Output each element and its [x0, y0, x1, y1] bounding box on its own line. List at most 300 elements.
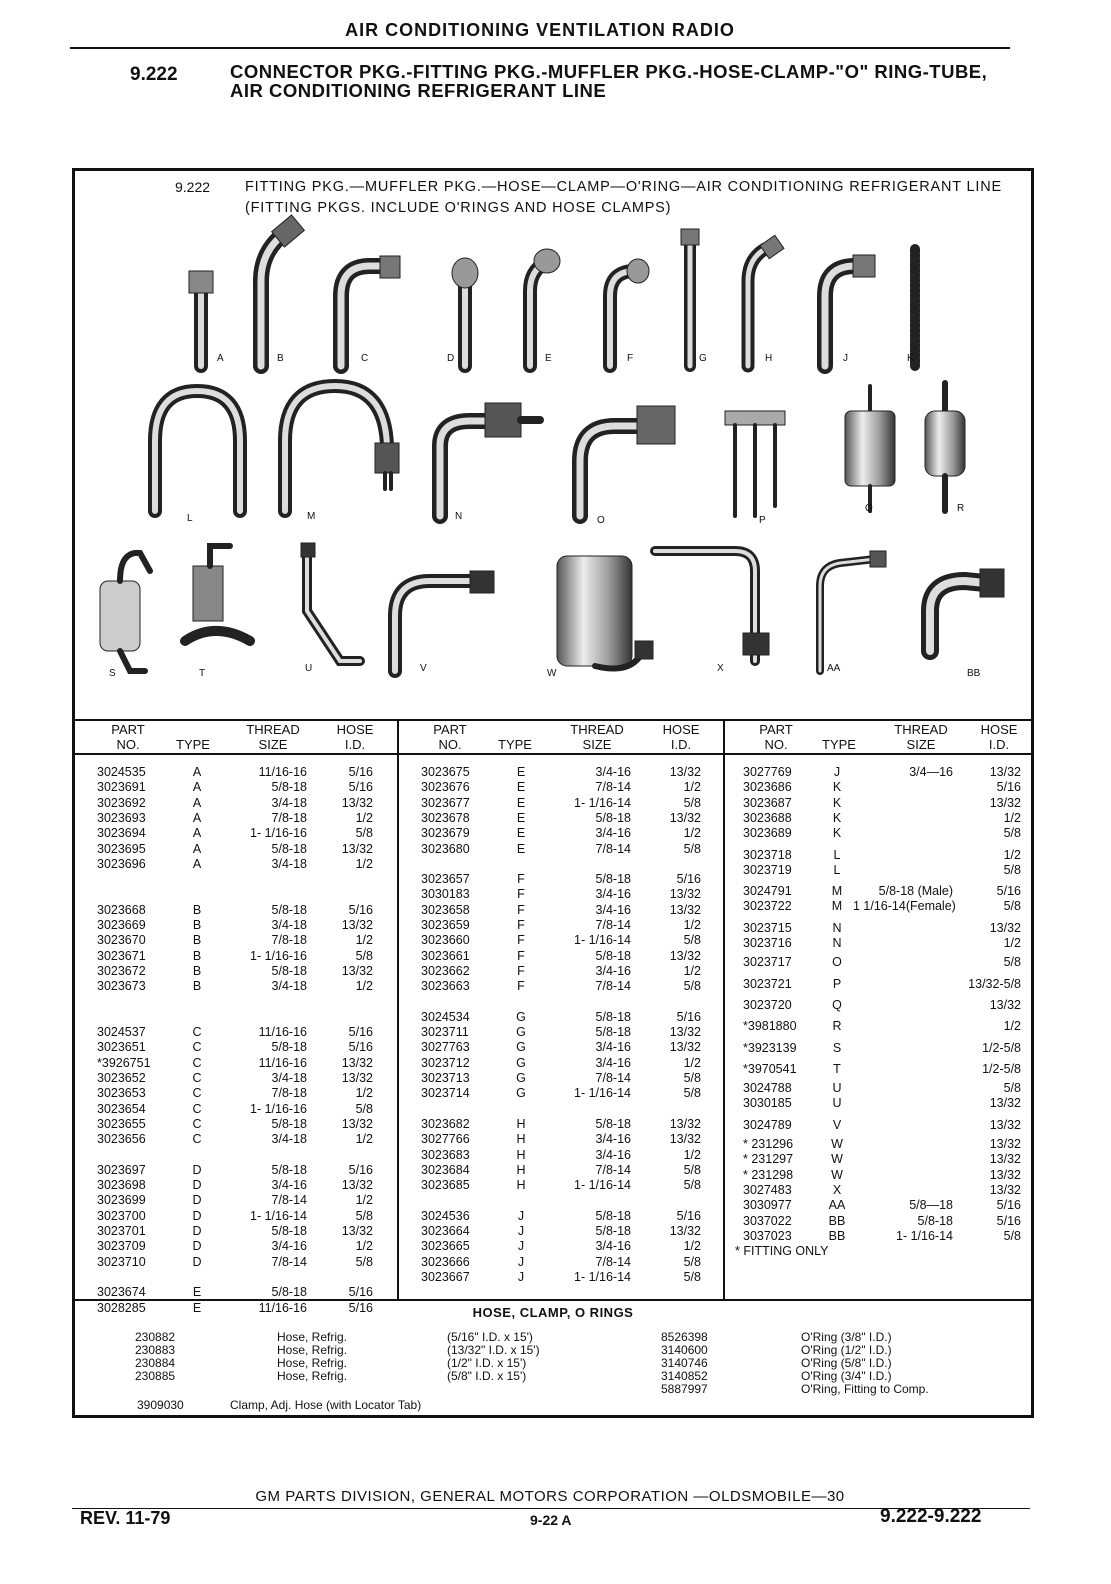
- cell-hose: 13/32: [989, 1137, 1021, 1151]
- cell-part: 3023694: [97, 826, 146, 841]
- cell-part: *3981880: [743, 1019, 797, 1034]
- cell-thread: 7/8-18: [271, 810, 307, 825]
- cell-type: H: [516, 1147, 526, 1162]
- cell-thread: 3/4-16: [595, 1055, 631, 1070]
- frame-section-number: 9.222: [175, 179, 211, 195]
- cell-hose: 5/8: [683, 1071, 701, 1085]
- cell-thread: 1- 1/16-16: [250, 826, 307, 841]
- table-row: [725, 884, 1031, 899]
- cell-hose: 13/32: [989, 1152, 1021, 1167]
- cell-part: 3023713: [421, 1071, 470, 1085]
- cell-part: 3023659: [421, 918, 470, 932]
- cell-hose: 13/32: [989, 1117, 1021, 1132]
- illustration-label: C: [361, 353, 369, 364]
- table-row: [399, 933, 723, 948]
- table-row: [399, 1056, 723, 1071]
- cell-part: 3024791: [743, 884, 792, 899]
- header-hose: HOSE: [336, 722, 374, 737]
- table-row: [75, 796, 397, 811]
- cell-part: 3023721: [743, 976, 792, 991]
- cell-part: 3023699: [97, 1193, 146, 1208]
- cell-type: F: [517, 979, 525, 994]
- table-row: [75, 765, 397, 780]
- cell-thread: 3/4-16: [595, 1132, 631, 1147]
- cell-thread: 5/8-18: [595, 1208, 631, 1223]
- hose-desc: Hose, Refrig.: [277, 1369, 348, 1383]
- cell-part: 3023715: [743, 920, 792, 935]
- hose-desc: Hose, Refrig.: [277, 1343, 348, 1357]
- cell-thread: 5/8-18: [271, 963, 307, 978]
- cell-hose: 13/32: [341, 1055, 373, 1070]
- table-row: [75, 1040, 397, 1055]
- cell-hose: 1/2: [683, 918, 701, 932]
- fitting-v-drawing: [395, 571, 494, 671]
- cell-part: 3023696: [97, 856, 146, 871]
- cell-hose: 5/16: [996, 884, 1021, 899]
- cell-thread: 5/8-18: [595, 872, 631, 887]
- section-title: CONNECTOR PKG.-FITTING PKG.-MUFFLER PKG.-HOSE-CLAMP-"O" RING-TUBE, AIR CONDITIONING REFRIGERANT LINE: [230, 61, 988, 101]
- cell-hose: 5/8: [683, 841, 701, 856]
- cell-hose: 13/32: [989, 1182, 1021, 1197]
- fitting-aa-drawing: [820, 551, 886, 671]
- cell-type: B: [192, 948, 202, 963]
- cell-type: F: [517, 963, 525, 978]
- cell-part: 3023678: [421, 810, 470, 825]
- cell-type: BB: [828, 1228, 846, 1243]
- cell-hose: 1/2-5/8: [982, 1040, 1021, 1055]
- table-row: [75, 1102, 397, 1117]
- cell-thread: 7/8-14: [271, 1254, 307, 1269]
- cell-part: * 231298: [743, 1167, 794, 1182]
- table-row: [399, 1102, 723, 1117]
- header-no: NO.: [438, 737, 462, 752]
- table-row: [75, 964, 397, 979]
- cell-part: 3030183: [421, 887, 470, 902]
- cell-part: *3970541: [743, 1061, 797, 1076]
- header-size: SIZE: [258, 737, 288, 752]
- cell-hose: 5/8: [1003, 1081, 1021, 1096]
- cell-hose: 5/8: [1003, 826, 1021, 841]
- cell-type: Q: [832, 997, 842, 1012]
- illustration-label: AA: [827, 663, 841, 674]
- cell-hose: 1/2: [683, 1239, 701, 1254]
- table-row: [725, 1183, 1031, 1198]
- cell-type: B: [192, 979, 202, 994]
- table-row: [725, 955, 1031, 970]
- cell-thread: 5/8-18: [271, 1285, 307, 1300]
- cell-part: 3023671: [97, 948, 146, 963]
- cell-type: B: [192, 902, 202, 917]
- cell-part: 3023714: [421, 1086, 470, 1101]
- cell-type: G: [516, 1040, 526, 1055]
- table-row: [399, 796, 723, 811]
- table-row: [725, 977, 1031, 992]
- cell-thread: 3/4-18: [271, 979, 307, 994]
- header-no: NO.: [764, 737, 788, 752]
- cell-part: 3023675: [421, 765, 470, 779]
- illustration-label: G: [699, 353, 707, 364]
- cell-part: 3024536: [421, 1208, 470, 1223]
- cell-hose: 5/8: [683, 1269, 701, 1284]
- table-row: [725, 826, 1031, 841]
- table-row: [75, 1239, 397, 1254]
- cell-hose: 13/32: [989, 1096, 1021, 1111]
- cell-hose: 5/8: [1003, 862, 1021, 877]
- cell-part: 3024788: [743, 1081, 792, 1096]
- table-row: [725, 1041, 1031, 1056]
- cell-thread: 1 1/16-14(Female): [853, 899, 956, 914]
- oring-desc: O'Ring (3/8" I.D.): [801, 1330, 892, 1344]
- cell-thread: 7/8-14: [595, 1162, 631, 1177]
- cell-part: 3023711: [421, 1025, 469, 1040]
- table-row: [725, 1118, 1031, 1133]
- illustration-label: E: [545, 353, 552, 364]
- revision-date: REV. 11-79: [80, 1508, 171, 1528]
- table-row: [75, 1255, 397, 1270]
- table-footnote: * FITTING ONLY: [735, 1244, 829, 1259]
- cell-hose: 1/2: [355, 933, 373, 948]
- tube-m-drawing: [285, 386, 399, 511]
- cell-thread: 1- 1/16-14: [574, 1178, 631, 1193]
- cell-hose: 5/8: [355, 826, 373, 841]
- cell-hose: 13/32: [341, 1224, 373, 1238]
- table-row: [399, 918, 723, 933]
- cell-thread: 5/8-18: [595, 1116, 631, 1131]
- cell-type: E: [192, 1285, 202, 1300]
- fitting-bb-drawing: [930, 569, 1004, 651]
- illustration-label: M: [307, 511, 316, 522]
- illustration-label: F: [627, 353, 634, 364]
- cell-hose: 5/16: [348, 902, 373, 917]
- table-row: [399, 1040, 723, 1055]
- cell-type: K: [832, 780, 842, 795]
- cell-hose: 1/2: [355, 979, 373, 994]
- table-row: [75, 1117, 397, 1132]
- table-row: [399, 1270, 723, 1285]
- cell-part: 3023680: [421, 841, 470, 856]
- oring-part: 5887997: [661, 1382, 708, 1396]
- cell-type: W: [831, 1167, 843, 1182]
- cell-hose: 5/16: [348, 1162, 373, 1177]
- table-row: [399, 979, 723, 994]
- cell-part: 3023669: [97, 918, 146, 932]
- table-row: [725, 848, 1031, 863]
- cell-thread: 1- 1/16-16: [250, 948, 307, 963]
- table-row: [75, 857, 397, 872]
- hose-size: (1/2" I.D. x 15'): [447, 1356, 527, 1370]
- illustration-label: H: [765, 353, 773, 364]
- illustration-label: B: [277, 353, 284, 364]
- cell-thread: 11/16-16: [258, 1025, 307, 1040]
- table-row: [75, 933, 397, 948]
- cell-hose: 1/2: [1003, 936, 1021, 950]
- header-type: TYPE: [176, 737, 210, 752]
- table-row: [399, 1086, 723, 1101]
- cell-part: 3023722: [743, 899, 792, 914]
- cell-type: J: [833, 765, 841, 779]
- header-id: I.D.: [344, 737, 366, 752]
- hose-size: (13/32" I.D. x 15'): [447, 1343, 540, 1357]
- cell-type: J: [517, 1254, 525, 1269]
- table-row: [725, 863, 1031, 878]
- table-row: [75, 1178, 397, 1193]
- cell-type: F: [517, 948, 525, 963]
- cell-thread: 3/4-16: [595, 765, 631, 779]
- table-row: [725, 1062, 1031, 1077]
- cell-part: 3023717: [743, 955, 792, 970]
- oring-part: 8526398: [661, 1330, 708, 1344]
- illustration-label: J: [843, 353, 848, 364]
- cell-part: 3023689: [743, 826, 792, 841]
- cell-part: 3023693: [97, 810, 146, 825]
- illustration-label: D: [447, 353, 455, 364]
- table-row: [725, 1096, 1031, 1111]
- table-row: [75, 918, 397, 933]
- cell-thread: 5/8-18: [271, 1040, 307, 1055]
- header-id: I.D.: [670, 737, 692, 752]
- cell-type: C: [192, 1116, 202, 1131]
- cell-part: 3023651: [97, 1040, 146, 1055]
- cell-type: S: [832, 1040, 842, 1055]
- table-row: [75, 1148, 397, 1163]
- cell-type: A: [192, 826, 202, 841]
- cell-thread: 11/16-16: [258, 1055, 307, 1070]
- cell-part: 3023712: [421, 1055, 470, 1070]
- cell-hose: 5/16: [348, 1285, 373, 1300]
- cell-type: C: [192, 1040, 202, 1055]
- clamp-part: 3909030: [137, 1398, 184, 1412]
- table-row: [399, 826, 723, 841]
- cell-type: C: [192, 1025, 202, 1040]
- cell-part: 3023698: [97, 1178, 146, 1193]
- cell-part: 3023665: [421, 1239, 470, 1254]
- table-row: [725, 1152, 1031, 1167]
- cell-part: 3027483: [743, 1182, 792, 1197]
- oring-desc: O'Ring (5/8" I.D.): [801, 1356, 892, 1370]
- oring-part: 3140852: [661, 1369, 708, 1383]
- cell-thread: 3/4-18: [271, 856, 307, 871]
- hose-desc: Hose, Refrig.: [277, 1356, 348, 1370]
- table-row: [399, 1071, 723, 1086]
- table-row: [399, 811, 723, 826]
- illustration-label: N: [455, 511, 463, 522]
- cell-thread: 3/4—16: [909, 765, 953, 779]
- cell-thread: 1- 1/16-14: [896, 1228, 953, 1243]
- cell-type: E: [516, 810, 526, 825]
- cell-hose: 5/8: [1003, 1228, 1021, 1243]
- cell-part: 3024789: [743, 1117, 792, 1132]
- table-column-2: [399, 721, 725, 1301]
- cell-type: AA: [828, 1198, 846, 1213]
- cell-thread: 3/4-16: [271, 1178, 307, 1193]
- cell-hose: 13/32: [669, 1224, 701, 1238]
- cell-thread: 3/4-18: [271, 918, 307, 932]
- cell-part: 3023667: [421, 1269, 470, 1284]
- cell-thread: 5/8—18: [909, 1198, 953, 1213]
- cell-type: G: [516, 1009, 526, 1024]
- illustration-label: P: [759, 515, 766, 526]
- table-row: [399, 1224, 723, 1239]
- oring-desc: O'Ring (3/4" I.D.): [801, 1369, 892, 1383]
- cell-hose: 5/8: [683, 1086, 701, 1101]
- table-row: [75, 979, 397, 994]
- table-row: [75, 1132, 397, 1147]
- table-row: [725, 765, 1031, 780]
- cell-part: 3023676: [421, 780, 470, 795]
- fitting-h-drawing: [748, 235, 784, 366]
- cell-type: C: [192, 1132, 202, 1147]
- cell-thread: 1- 1/16-14: [574, 1269, 631, 1284]
- illustration-label: O: [597, 515, 605, 526]
- cell-hose: 1/2: [683, 1055, 701, 1070]
- table-row: [725, 998, 1031, 1013]
- fitting-b-drawing: [261, 215, 304, 366]
- illustration-label: L: [187, 513, 193, 524]
- cell-type: C: [192, 1086, 202, 1101]
- cell-hose: 13/32: [669, 765, 701, 779]
- fitting-j-drawing: [825, 255, 875, 366]
- header-size: SIZE: [582, 737, 612, 752]
- header-type: TYPE: [822, 737, 856, 752]
- table-row: [399, 1193, 723, 1208]
- header-hose: HOSE: [980, 722, 1018, 737]
- cell-hose: 13/32: [989, 920, 1021, 935]
- fitting-e-drawing: [530, 249, 560, 366]
- oring-desc: O'Ring (1/2" I.D.): [801, 1343, 892, 1357]
- cell-part: 3023672: [97, 963, 146, 978]
- cell-part: 3023718: [743, 847, 792, 862]
- section-reference: 9.222-9.222: [880, 1506, 982, 1527]
- table-row: [399, 1163, 723, 1178]
- cell-part: 3023686: [743, 780, 792, 795]
- cell-type: B: [192, 918, 202, 932]
- table-row: [399, 887, 723, 902]
- table-row: [75, 1224, 397, 1239]
- cell-part: 3023716: [743, 936, 792, 950]
- cell-type: F: [517, 887, 525, 902]
- cell-part: 3023666: [421, 1254, 470, 1269]
- cell-type: A: [192, 780, 202, 795]
- cell-hose: 5/16: [996, 1198, 1021, 1213]
- table-row: [75, 811, 397, 826]
- cell-part: 3027763: [421, 1040, 470, 1055]
- cell-thread: 7/8-18: [271, 933, 307, 948]
- cell-hose: 5/8: [683, 1162, 701, 1177]
- header-size: SIZE: [906, 737, 936, 752]
- table-row: [399, 1117, 723, 1132]
- cell-hose: 1/2: [683, 1147, 701, 1162]
- cell-type: J: [517, 1239, 525, 1254]
- cell-type: W: [831, 1137, 843, 1151]
- cell-type: C: [192, 1071, 202, 1085]
- section-number: 9.222: [130, 64, 178, 85]
- hose-size: (5/16" I.D. x 15'): [447, 1330, 533, 1344]
- header-no: NO.: [116, 737, 140, 752]
- cell-hose: 1/2-5/8: [982, 1061, 1021, 1076]
- cell-thread: 3/4-16: [595, 1239, 631, 1254]
- cell-thread: 1- 1/16-14: [250, 1208, 307, 1223]
- hose-part: 230883: [135, 1343, 176, 1357]
- cell-thread: 7/8-14: [595, 979, 631, 994]
- cell-hose: 13/32: [669, 902, 701, 917]
- cell-part: 3023658: [421, 902, 470, 917]
- fitting-n-drawing: [440, 403, 540, 516]
- table-row: [75, 995, 397, 1010]
- table-row: [725, 1137, 1031, 1152]
- cell-thread: 11/16-16: [258, 765, 307, 779]
- cell-type: M: [831, 884, 843, 899]
- tube-x-drawing: [655, 551, 769, 661]
- cell-hose: 5/16: [996, 1213, 1021, 1228]
- table-header-2: [399, 721, 723, 755]
- cell-part: 3028285: [97, 1300, 146, 1315]
- illustration-label: T: [199, 668, 206, 679]
- cell-type: O: [832, 955, 842, 970]
- cell-part: 3023652: [97, 1071, 146, 1085]
- tube-l-drawing: [155, 391, 240, 511]
- cell-type: W: [831, 1152, 843, 1167]
- illustration-label: R: [957, 503, 965, 514]
- cell-hose: 5/8: [355, 1254, 373, 1269]
- table-row: [75, 1209, 397, 1224]
- cell-part: 3024535: [97, 765, 146, 779]
- fitting-o-drawing: [580, 406, 675, 516]
- cell-hose: 13/32: [341, 841, 373, 856]
- cell-type: U: [832, 1096, 842, 1111]
- illustration-label: BB: [967, 668, 981, 679]
- illustration-label: X: [717, 663, 724, 674]
- cell-thread: 7/8-14: [595, 841, 631, 856]
- cell-type: K: [832, 795, 842, 810]
- cell-thread: 5/8-18: [595, 1224, 631, 1238]
- cell-type: A: [192, 795, 202, 810]
- table-row: [75, 1193, 397, 1208]
- table-row: [399, 1255, 723, 1270]
- table-row: [75, 1270, 397, 1285]
- cell-thread: 5/8-18: [595, 1009, 631, 1024]
- cell-part: 3027766: [421, 1132, 470, 1147]
- header-thread: THREAD: [246, 722, 300, 737]
- header-thread: THREAD: [570, 722, 624, 737]
- fitting-g-drawing: [681, 229, 699, 366]
- cell-type: H: [516, 1132, 526, 1147]
- table-row: [725, 1019, 1031, 1034]
- oring-part: 3140746: [661, 1356, 708, 1370]
- cell-part: 3023679: [421, 826, 470, 841]
- cell-part: 3023697: [97, 1162, 146, 1177]
- cell-type: U: [832, 1081, 842, 1096]
- table-row: [399, 1178, 723, 1193]
- cell-thread: 5/8-18: [595, 948, 631, 963]
- cell-part: 3023691: [97, 780, 146, 795]
- cell-hose: 13/32: [989, 997, 1021, 1012]
- cell-type: E: [516, 841, 526, 856]
- cell-type: N: [832, 920, 842, 935]
- table-row: [725, 796, 1031, 811]
- header-thread: THREAD: [894, 722, 948, 737]
- cell-thread: 3/4-18: [271, 1071, 307, 1085]
- cell-type: C: [192, 1055, 202, 1070]
- cell-part: 3037023: [743, 1228, 792, 1243]
- cell-hose: 5/16: [996, 780, 1021, 795]
- cell-hose: 5/8: [683, 1254, 701, 1269]
- frame-title: FITTING PKG.—MUFFLER PKG.—HOSE—CLAMP—O'RING—AIR CONDITIONING REFRIGERANT LINE (FITTING PKGS. INCLUDE O'RINGS AND HOSE CLAMPS): [245, 179, 1002, 216]
- cell-hose: 1/2: [355, 1086, 373, 1101]
- cell-thread: 7/8-14: [595, 1071, 631, 1085]
- table-row: [399, 857, 723, 872]
- cell-thread: 5/8-18: [271, 841, 307, 856]
- cell-hose: 13/32: [341, 795, 373, 810]
